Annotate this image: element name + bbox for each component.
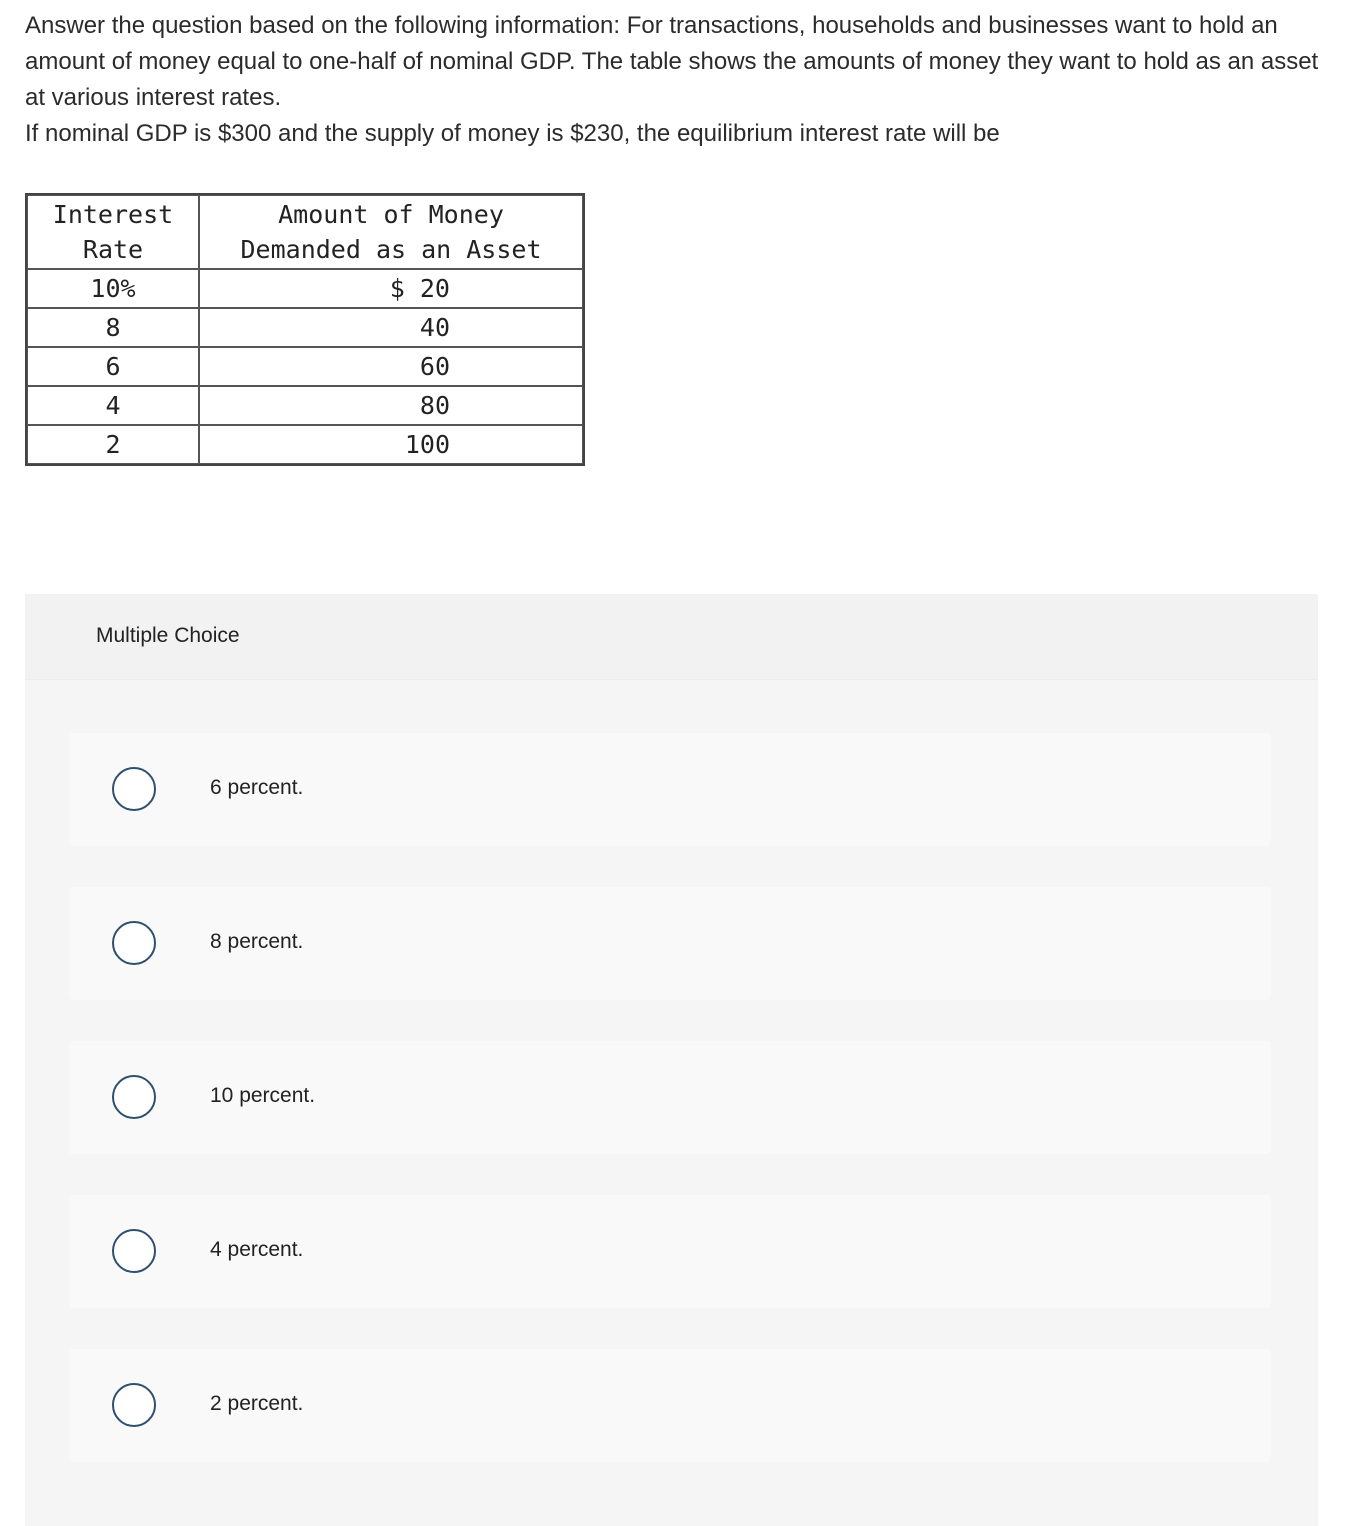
answer-option-label: 2 percent. bbox=[210, 1392, 304, 1415]
multiple-choice-panel bbox=[25, 594, 1318, 1526]
amount-cell: 60 bbox=[199, 347, 583, 386]
answer-options bbox=[69, 733, 1271, 1503]
radio-button[interactable] bbox=[112, 1383, 156, 1427]
table-row bbox=[27, 347, 583, 386]
rate-cell: 4 bbox=[27, 386, 199, 425]
table-row bbox=[27, 425, 583, 464]
radio-button[interactable] bbox=[112, 921, 156, 965]
answer-option-10-percent[interactable] bbox=[69, 1041, 1271, 1154]
multiple-choice-title: Multiple Choice bbox=[96, 624, 240, 647]
rate-cell: 6 bbox=[27, 347, 199, 386]
radio-button[interactable] bbox=[112, 767, 156, 811]
amount-cell: 80 bbox=[199, 386, 583, 425]
radio-button[interactable] bbox=[112, 1229, 156, 1273]
question-prompt: If nominal GDP is $300 and the supply of money is $230, the equilibrium interest rate will be bbox=[25, 120, 1000, 147]
table-row bbox=[27, 269, 583, 308]
radio-button[interactable] bbox=[112, 1075, 156, 1119]
rate-cell: 2 bbox=[27, 425, 199, 464]
answer-option-8-percent[interactable] bbox=[69, 887, 1271, 1000]
header-interest-rate: Interest Rate bbox=[27, 195, 199, 269]
answer-option-2-percent[interactable] bbox=[69, 1349, 1271, 1462]
answer-option-label: 4 percent. bbox=[210, 1238, 304, 1261]
answer-option-6-percent[interactable] bbox=[69, 733, 1271, 846]
answer-option-4-percent[interactable] bbox=[69, 1195, 1271, 1308]
answer-option-label: 10 percent. bbox=[210, 1084, 316, 1107]
rate-cell: 10% bbox=[27, 269, 199, 308]
table-row bbox=[27, 386, 583, 425]
amount-cell: $ 20 bbox=[199, 269, 583, 308]
money-demand-table bbox=[25, 193, 585, 466]
question-intro: Answer the question based on the following information: For transactions, households and businesses want to hold an amount of money equal to one-half of nominal GDP. The table shows the amounts of money they want to hold as an asset at various interest rates. bbox=[25, 12, 1319, 111]
amount-cell: 40 bbox=[199, 308, 583, 347]
amount-cell: 100 bbox=[199, 425, 583, 464]
table-header-row bbox=[27, 195, 583, 269]
answer-option-label: 6 percent. bbox=[210, 776, 304, 799]
table-row bbox=[27, 308, 583, 347]
answer-option-label: 8 percent. bbox=[210, 930, 304, 953]
rate-cell: 8 bbox=[27, 308, 199, 347]
question-text bbox=[25, 8, 1325, 152]
header-amount-demanded: Amount of Money Demanded as an Asset bbox=[199, 195, 583, 269]
multiple-choice-header bbox=[25, 594, 1318, 680]
